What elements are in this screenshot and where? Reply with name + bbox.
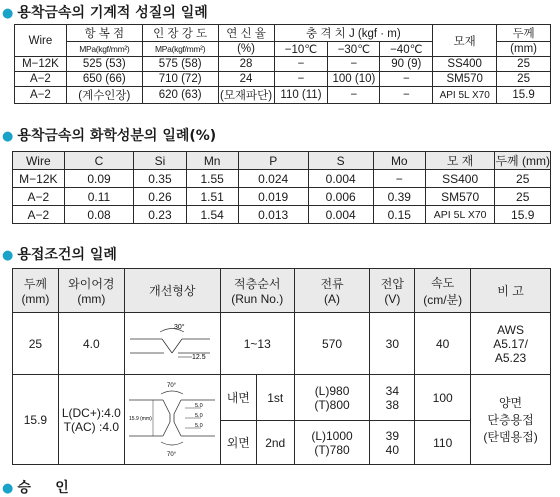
header-s: S bbox=[308, 152, 373, 170]
header-elong-unit: (%) bbox=[218, 42, 274, 57]
x-groove-drawing bbox=[125, 376, 219, 460]
cell-thickness: 25 bbox=[497, 57, 551, 72]
section-title-text: 용접조건의 일례 bbox=[17, 247, 117, 263]
table-row bbox=[15, 87, 551, 104]
cell-thickness: 25 bbox=[13, 313, 59, 375]
cell-thickness: 15.9 bbox=[497, 87, 551, 104]
cell-current: 570 bbox=[294, 313, 370, 375]
header-groove: 개선형상 bbox=[124, 269, 220, 313]
cell: A−2 bbox=[13, 206, 65, 224]
cell-current bbox=[294, 375, 370, 421]
cell-speed: 100 bbox=[415, 375, 471, 421]
wire-line: L(DC+):4.0 bbox=[61, 405, 121, 420]
header-yield: 항 복 점 bbox=[66, 25, 142, 42]
section-title-text: 용착금속의 기계적 성질의 일례 bbox=[17, 5, 208, 21]
cell-material: SM570 bbox=[433, 72, 497, 87]
table-row bbox=[15, 72, 551, 87]
cell-impact-2: − bbox=[328, 87, 380, 104]
cell: SM570 bbox=[425, 188, 495, 206]
current-line: (T)780 bbox=[314, 442, 350, 457]
cell: 25 bbox=[495, 170, 551, 188]
cell-elong: (모재파단) bbox=[218, 87, 274, 104]
cell: − bbox=[373, 170, 425, 188]
section-title-chemical bbox=[2, 125, 216, 145]
header-unit: (A) bbox=[324, 292, 341, 306]
cell-tensile: 620 (63) bbox=[142, 87, 218, 104]
cell-impact-3: − bbox=[380, 72, 433, 87]
cell-tensile: 575 (58) bbox=[142, 57, 218, 72]
header-row bbox=[13, 269, 551, 313]
cell-voltage bbox=[370, 421, 415, 465]
header-temp-2: −30℃ bbox=[328, 42, 380, 57]
groove-angle-bottom: 70° bbox=[167, 452, 177, 458]
header-temp-1: −10℃ bbox=[274, 42, 328, 57]
section-title-welding bbox=[2, 244, 117, 264]
groove-angle-label: 30° bbox=[174, 324, 185, 331]
v-groove-drawing bbox=[126, 317, 218, 367]
cell-side: 내면 bbox=[220, 375, 256, 421]
cell-impact-3: − bbox=[380, 87, 433, 104]
cell-thickness: 15.9 bbox=[13, 375, 59, 465]
cell: 0.15 bbox=[373, 206, 425, 224]
header-current bbox=[294, 269, 370, 313]
cell-voltage: 30 bbox=[370, 313, 415, 375]
cell-yield: (계수인장) bbox=[66, 87, 142, 104]
cell-yield: 650 (66) bbox=[66, 72, 142, 87]
cell: SS400 bbox=[425, 170, 495, 188]
section-title-mechanical bbox=[2, 2, 208, 22]
table-row bbox=[15, 57, 551, 72]
cell: 0.013 bbox=[238, 206, 308, 224]
groove-diagram-double-v bbox=[124, 375, 220, 465]
cell-yield: 525 (53) bbox=[66, 57, 142, 72]
cell-wire: M−12K bbox=[15, 57, 67, 72]
groove-dim-total: 15.9 (mm) bbox=[129, 416, 153, 422]
table-row bbox=[13, 206, 551, 224]
cell-run: 1~13 bbox=[220, 313, 294, 375]
remarks-line: A5.17/ bbox=[493, 336, 528, 351]
cell: 1.54 bbox=[186, 206, 238, 224]
header-remarks: 비 고 bbox=[471, 269, 551, 313]
voltage-line: 34 bbox=[385, 383, 399, 398]
bullet-icon: ● bbox=[2, 6, 14, 21]
cell: 0.024 bbox=[238, 170, 308, 188]
header-thickness: 두께 bbox=[497, 25, 551, 42]
cell-run: 2nd bbox=[256, 421, 294, 465]
header-mo: Mo bbox=[373, 152, 425, 170]
table-row bbox=[13, 188, 551, 206]
current-line: (T)800 bbox=[314, 397, 350, 412]
cell: 0.006 bbox=[308, 188, 373, 206]
remarks-line: 단층용접 bbox=[487, 413, 534, 427]
section-title-text: 승 인 bbox=[17, 480, 69, 496]
cell-tensile: 710 (72) bbox=[142, 72, 218, 87]
cell-wire: A−2 bbox=[15, 72, 67, 87]
current-line: (L)1000 bbox=[311, 428, 353, 443]
cell-run: 1st bbox=[256, 375, 294, 421]
bullet-icon: ● bbox=[2, 248, 14, 263]
voltage-line: 40 bbox=[385, 442, 399, 457]
table-row bbox=[13, 170, 551, 188]
cell-voltage bbox=[370, 375, 415, 421]
header-text: 적층순서 bbox=[234, 277, 281, 291]
header-temp-3: −40℃ bbox=[380, 42, 433, 57]
header-material: 모재 bbox=[433, 25, 497, 57]
header-wire-dia bbox=[58, 269, 124, 313]
header-unit: (Run No.) bbox=[231, 292, 284, 306]
voltage-line: 38 bbox=[385, 397, 399, 412]
header-row bbox=[13, 152, 551, 170]
cell-impact-1: − bbox=[274, 57, 328, 72]
header-text: 와이어경 bbox=[68, 277, 115, 291]
header-impact: 충 격 치 J (kgf · m) bbox=[274, 25, 433, 42]
header-tensile-unit: MPa(kgf/mm²) bbox=[142, 42, 218, 57]
header-thickness bbox=[13, 269, 59, 313]
cell: A−2 bbox=[13, 188, 65, 206]
header-wire: Wire bbox=[15, 25, 67, 57]
cell-current bbox=[294, 421, 370, 465]
cell: 0.39 bbox=[373, 188, 425, 206]
cell-side: 외면 bbox=[220, 421, 256, 465]
cell-wire: A−2 bbox=[15, 87, 67, 104]
cell: 0.004 bbox=[308, 170, 373, 188]
bullet-icon: ● bbox=[2, 481, 14, 496]
cell-material: SS400 bbox=[433, 57, 497, 72]
cell-impact-2: − bbox=[328, 57, 380, 72]
current-line: (L)980 bbox=[314, 383, 350, 398]
cell: 25 bbox=[495, 188, 551, 206]
cell-remarks bbox=[471, 375, 551, 465]
cell: 15.9 bbox=[495, 206, 551, 224]
header-thickness: 두께 (mm) bbox=[495, 152, 551, 170]
header-p: P bbox=[238, 152, 308, 170]
table-row bbox=[13, 375, 551, 421]
cell: 0.35 bbox=[134, 170, 186, 188]
remarks-line: 양면 bbox=[498, 396, 523, 410]
cell-wire-dia: 4.0 bbox=[58, 313, 124, 375]
cell: M−12K bbox=[13, 170, 65, 188]
groove-dim-3: 5.0 bbox=[195, 423, 203, 429]
header-thickness-unit: (mm) bbox=[497, 42, 551, 57]
groove-diagram-single-v bbox=[124, 313, 220, 375]
wire-line: T(AC) :4.0 bbox=[63, 419, 120, 434]
header-tensile: 인 장 강 도 bbox=[142, 25, 218, 42]
header-material: 모 재 bbox=[425, 152, 495, 170]
header-voltage bbox=[370, 269, 415, 313]
section-title-text: 용착금속의 화학성분의 일례(%) bbox=[17, 128, 217, 144]
cell: 0.11 bbox=[64, 188, 134, 206]
cell-impact-2: 100 (10) bbox=[328, 72, 380, 87]
cell-speed: 110 bbox=[415, 421, 471, 465]
header-unit: (mm) bbox=[77, 292, 106, 306]
header-unit: (cm/분) bbox=[423, 292, 463, 307]
header-yield-unit: MPa(kgf/mm²) bbox=[66, 42, 142, 57]
cell-material: API 5L X70 bbox=[433, 87, 497, 104]
cell-impact-1: − bbox=[274, 72, 328, 87]
table-row bbox=[13, 313, 551, 375]
header-text: 두께 bbox=[23, 277, 48, 291]
cell-impact-1: 110 (11) bbox=[274, 87, 328, 104]
cell-impact-3: 90 (9) bbox=[380, 57, 433, 72]
header-c: C bbox=[64, 152, 134, 170]
header-wire: Wire bbox=[13, 152, 65, 170]
cell: 1.55 bbox=[186, 170, 238, 188]
cell: 0.09 bbox=[64, 170, 134, 188]
header-run bbox=[220, 269, 294, 313]
groove-gap-label: 12.5 bbox=[192, 354, 206, 361]
cell-speed: 40 bbox=[415, 313, 471, 375]
cell-remarks bbox=[471, 313, 551, 375]
cell-wire-dia bbox=[58, 375, 124, 465]
header-text: 전류 bbox=[320, 277, 344, 291]
cell: 0.004 bbox=[308, 206, 373, 224]
header-elong: 연 신 율 bbox=[218, 25, 274, 42]
voltage-line: 39 bbox=[385, 428, 399, 443]
cell-thickness: 25 bbox=[497, 72, 551, 87]
remarks-line: A5.23 bbox=[494, 350, 527, 365]
cell: 0.08 bbox=[64, 206, 134, 224]
welding-conditions-table bbox=[12, 268, 551, 465]
header-text: 속도 bbox=[431, 275, 455, 290]
remarks-line: (탄뎀용접) bbox=[483, 430, 538, 444]
header-unit: (mm) bbox=[21, 292, 50, 306]
header-mn: Mn bbox=[186, 152, 238, 170]
cell: 0.26 bbox=[134, 188, 186, 206]
remarks-line: AWS bbox=[497, 322, 524, 337]
section-title-approval bbox=[2, 477, 69, 497]
cell-elong: 24 bbox=[218, 72, 274, 87]
header-unit: (V) bbox=[384, 292, 401, 306]
cell: API 5L X70 bbox=[425, 206, 495, 224]
groove-dim-1: 5.0 bbox=[195, 403, 203, 409]
mechanical-properties-table bbox=[14, 24, 551, 104]
cell-elong: 28 bbox=[218, 57, 274, 72]
cell: 1.51 bbox=[186, 188, 238, 206]
header-si: Si bbox=[134, 152, 186, 170]
header-text: 전압 bbox=[380, 277, 404, 291]
header-speed bbox=[415, 269, 471, 313]
bullet-icon: ● bbox=[2, 129, 14, 144]
chemical-composition-table bbox=[12, 151, 551, 224]
cell: 0.019 bbox=[238, 188, 308, 206]
groove-dim-2: 5.0 bbox=[195, 413, 203, 419]
cell: 0.23 bbox=[134, 206, 186, 224]
groove-angle-top: 70° bbox=[167, 383, 177, 389]
